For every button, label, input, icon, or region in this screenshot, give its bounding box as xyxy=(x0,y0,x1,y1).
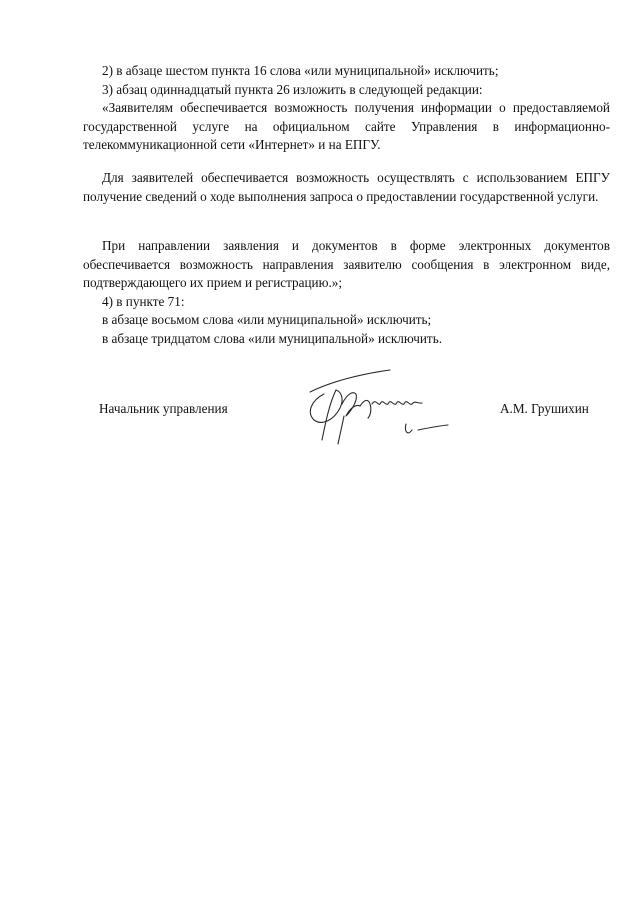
paragraph-item-4: 4) в пункте 71: xyxy=(102,293,185,309)
handwritten-signature xyxy=(290,360,465,455)
signatory-position: Начальник управления xyxy=(99,401,228,416)
paragraph-eighth-clause: в абзаце восьмом слова «или муниципальной» исключить; xyxy=(102,312,432,327)
paragraph-electronic-docs: При направлении заявления и документов в форме электронных документов обеспечивается возможность направления заявителю сообщения в электронном виде, подтверждающего их прием и регистрацию.»; xyxy=(83,238,610,290)
paragraph-item-3: 3) абзац одиннадцатый пункта 26 изложить в следующей редакции: xyxy=(102,81,483,97)
signature-section xyxy=(0,360,640,460)
amendment-block-1 xyxy=(83,62,610,155)
paragraph-quoted-text: «Заявителям обеспечивается возможность получения информации о предоставляемой государственной услуге на официальном сайте Управления в информационно-телекоммуникационной сети «Интернет» и на ЕПГУ. xyxy=(83,100,610,152)
amendment-block-2 xyxy=(83,169,610,206)
signatory-name: А.М. Грушихин xyxy=(500,401,589,416)
amendment-block-3 xyxy=(83,237,610,348)
paragraph-epgu-status: Для заявителей обеспечивается возможность осуществлять с использованием ЕПГУ получение сведений о ходе выполнения запроса о предоставлении государственной услуги. xyxy=(83,170,610,204)
paragraph-item-2: 2) в абзаце шестом пункта 16 слова «или муниципальной» исключить; xyxy=(102,63,499,78)
paragraph-thirtieth-clause: в абзаце тридцатом слова «или муниципальной» исключить. xyxy=(102,330,443,346)
